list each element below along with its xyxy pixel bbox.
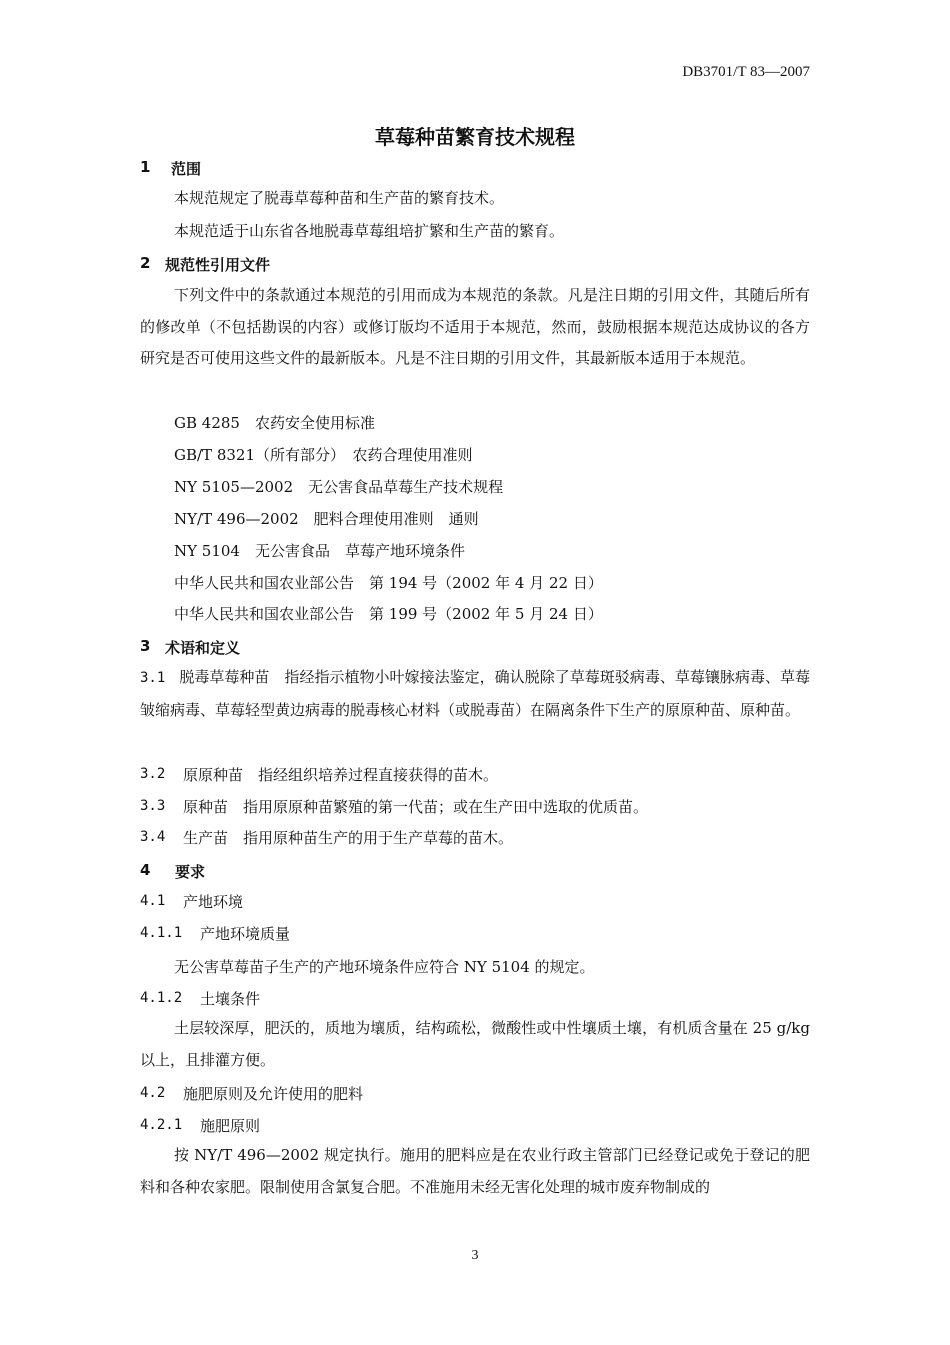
subsection-number: 4.2.1	[140, 1117, 183, 1133]
section-1-number: 1	[140, 158, 151, 176]
section-1-paragraph-1: 本规范规定了脱毒草莓种苗和生产苗的繁育技术。	[174, 189, 505, 207]
definition-3-2-text: 原原种苗 指经组织培养过程直接获得的苗木。	[183, 766, 499, 784]
reference-item: NY 5104 无公害食品 草莓产地环境条件	[174, 542, 465, 560]
definition-3-4-text: 生产苗 指用原种苗生产的用于生产草莓的苗木。	[183, 829, 514, 847]
subsection-number: 4.1	[140, 893, 166, 909]
document-title: 草莓种苗繁育技术规程	[375, 125, 575, 149]
definition-number: 3.1	[140, 670, 166, 686]
definition-number: 3.3	[140, 798, 166, 814]
subsection-4-1-1-text: 无公害草莓苗子生产的产地环境条件应符合 NY 5104 的规定。	[174, 958, 595, 976]
section-3-number: 3	[140, 637, 151, 655]
reference-item: 中华人民共和国农业部公告 第 194 号（2002 年 4 月 22 日）	[174, 574, 603, 592]
section-4-number: 4	[140, 861, 151, 879]
standard-number: DB3701/T 83—2007	[682, 64, 810, 80]
definition-text: 脱毒草莓种苗 指经指示植物小叶嫁接法鉴定，确认脱除了草莓斑驳病毒、草莓镶脉病毒、草莓皱缩病毒、草莓轻型黄边病毒的脱毒核心材料（或脱毒苗）在隔离条件下生产的原原种苗、原种苗。	[140, 668, 810, 719]
subsection-4-1-title: 产地环境	[183, 893, 244, 911]
reference-item: GB 4285 农药安全使用标准	[174, 414, 375, 432]
subsection-4-2-1-title: 施肥原则	[200, 1117, 261, 1135]
definition-3-3-text: 原种苗 指用原原种苗繁殖的第一代苗；或在生产田中选取的优质苗。	[183, 798, 649, 816]
subsection-4-1-2-text: 土层较深厚，肥沃的，质地为壤质，结构疏松，微酸性或中性壤质土壤，有机质含量在 25 g/kg 以上，且排灌方便。	[140, 1019, 810, 1069]
section-3-heading: 术语和定义	[165, 639, 241, 657]
section-2-heading: 规范性引用文件	[165, 256, 271, 274]
subsection-4-1-2-title: 土壤条件	[200, 990, 261, 1008]
section-1-heading: 范围	[171, 160, 202, 178]
reference-item: 中华人民共和国农业部公告 第 199 号（2002 年 5 月 24 日）	[174, 605, 603, 623]
section-1-paragraph-2: 本规范适于山东省各地脱毒草莓组培扩繁和生产苗的繁育。	[174, 222, 565, 240]
subsection-number: 4.1.1	[140, 925, 183, 941]
subsection-4-2-1-text: 按 NY/T 496—2002 规定执行。施用的肥料应是在农业行政主管部门已经登记或免于登记的肥料和各种农家肥。限制使用含氯复合肥。不准施用未经无害化处理的城市废弃物制成的	[140, 1146, 810, 1196]
definition-3-1	[140, 662, 810, 726]
section-2-number: 2	[140, 254, 151, 272]
subsection-4-2-title: 施肥原则及允许使用的肥料	[183, 1085, 364, 1103]
definition-number: 3.4	[140, 829, 166, 845]
section-4-heading: 要求	[175, 863, 206, 881]
reference-item: NY 5105—2002 无公害食品草莓生产技术规程	[174, 478, 504, 496]
subsection-number: 4.2	[140, 1085, 166, 1101]
page-number: 3	[471, 1248, 479, 1263]
definition-number: 3.2	[140, 766, 166, 782]
subsection-number: 4.1.2	[140, 990, 183, 1006]
section-2-intro: 下列文件中的条款通过本规范的引用而成为本规范的条款。凡是注日期的引用文件，其随后所有的修改单（不包括勘误的内容）或修订版均不适用于本规范，然而，鼓励根据本规范达成协议的各方研究是否可使用这些文件的最新版本。凡是不注日期的引用文件，其最新版本适用于本规范。	[140, 286, 810, 368]
subsection-4-1-1-title: 产地环境质量	[200, 925, 291, 943]
reference-item: GB/T 8321（所有部分） 农药合理使用准则	[174, 446, 473, 464]
reference-item: NY/T 496—2002 肥料合理使用准则 通则	[174, 510, 479, 528]
